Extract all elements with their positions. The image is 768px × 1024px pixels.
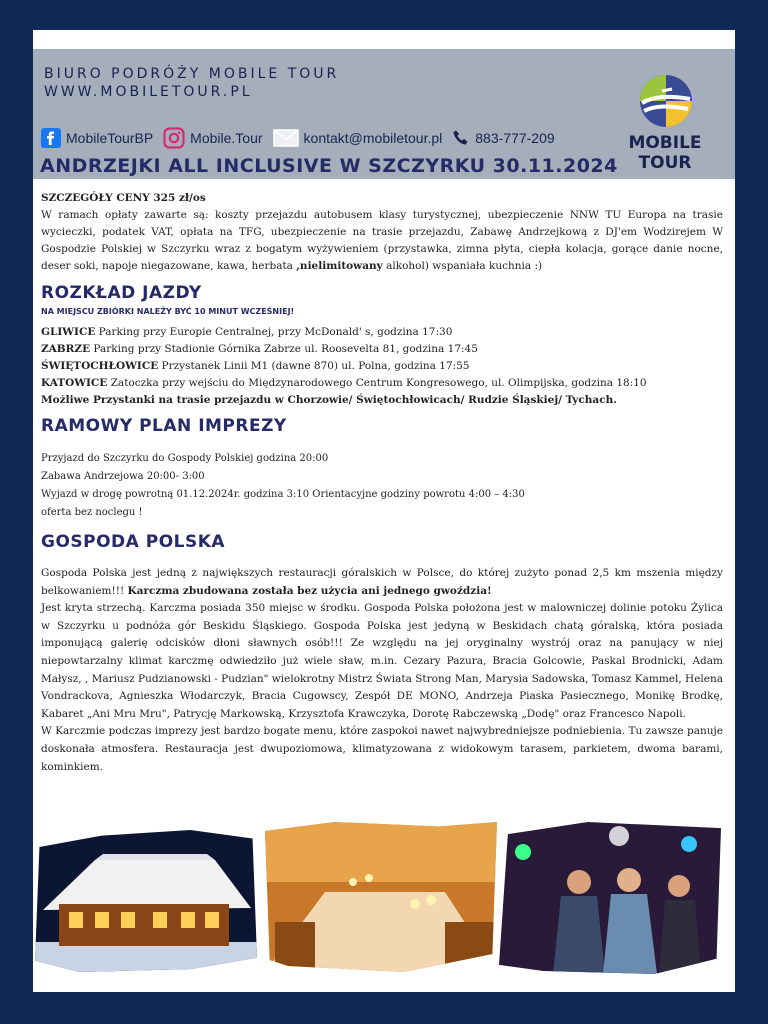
mail-icon — [273, 129, 299, 147]
stop-city: GLIWICE — [41, 326, 96, 338]
instagram-icon — [163, 127, 185, 149]
gospoda-section — [41, 565, 723, 776]
agency-website[interactable]: WWW.MOBILETOUR.PL — [44, 84, 253, 100]
schedule-extra: Możliwe Przystanki na trasie przejazdu w Chorzowie/ Świętochłowicach/ Rudzie Śląskiej/ Tychach. — [41, 394, 617, 406]
phone-label: 883-777-209 — [475, 130, 555, 146]
price-text-end: alkohol) wspaniała kuchnia :) — [382, 260, 543, 272]
facebook-label: MobileTourBP — [66, 130, 154, 146]
stop-city: ŚWIĘTOCHŁOWICE — [41, 360, 159, 372]
plan-line: Zabawa Andrzejowa 20:00- 3:00 — [41, 471, 205, 482]
agency-line-1: BIURO PODRÓŻY MOBILE TOUR — [44, 66, 340, 82]
schedule-note: NA MIEJSCU ZBIÓRKI NALEŻY BYĆ 10 MINUT WCZEŚNIEJ! — [41, 307, 295, 316]
logo-text: MOBILE TOUR — [628, 133, 702, 173]
plan-line: Wyjazd w drogę powrotną 01.12.2024r. godzina 3:10 Orientacyjne godziny powrotu 4:00 – 4:30 — [41, 489, 525, 500]
schedule-stop — [41, 375, 731, 392]
plan-list — [41, 450, 525, 522]
gospoda-paragraph-3: W Karczmie podczas imprezy jest bardzo bogate menu, które zaspokoi nawet najwybredniejsze podniebienia. Tu zawsze panuje doskonała atmosfera. Restauracja jest dwupoziomowa, klimatyzowana z widokowym tarasem, parkietem, dwoma barami, kominkiem. — [41, 725, 723, 773]
email-label: kontakt@mobiletour.pl — [303, 130, 443, 146]
phone-icon — [452, 129, 470, 147]
photo-restaurant-exterior — [35, 830, 257, 972]
facebook-link[interactable] — [41, 128, 153, 148]
schedule-stop — [41, 341, 731, 358]
instagram-link[interactable] — [163, 127, 262, 149]
contact-bar — [41, 127, 565, 149]
mobile-tour-logo — [600, 73, 730, 173]
gospoda-paragraph-2: Jest kryta strzechą. Karczma posiada 350 miejsc w środku. Gospoda Polska położona jest w malowniczej dolinie potoku Żylica w Szczyrku u podnóża gór Beskidu Śląskiego. Gospoda Polska jest jedyną w Beskidach chatą góralską, która posiada imponującą galerię odcisków dłoni sławnych osób!!! Ze względu na jej oryginalny wystrój oraz na panujący w niej niepowtarzalny klimat karczmę odwiedziło już wiele sław, m.in. Cezary Pazura, Bracia Golcowie, Paskal Brodnicki, Adam Małysz, , Mariusz Pudzianowski - Pudzian" wielokrotny Mistrz Świata Strong Man, Marysia Sadowska, Tomasz Kammel, Helena Vondrackova, Agnieszka Włodarczyk, Bracia Cugowscy, Zespół DE MONO, Andrzeja Piaska Pasiecznego, Monikę Brodkę, Kabaret „Ani Mru Mru", Patrycję Markowską, Krzysztofa Krawczyka, Dorotę Rabczewską „Dodę" oraz Francesco Napoli. — [41, 602, 723, 720]
price-text-bold: ,nielimitowany — [296, 260, 383, 272]
plan-line: Przyjazd do Szczyrku do Gospody Polskiej godzina 20:00 — [41, 453, 329, 464]
stop-details: Parking przy Stadionie Górnika Zabrze ul. Roosevelta 81, godzina 17:45 — [90, 343, 478, 355]
photo-party — [499, 822, 721, 974]
schedule-list — [41, 324, 731, 409]
logo-icon — [600, 73, 730, 133]
gospoda-text: Gospoda Polska jest jedną z największych restauracji góralskich w Polsce, do której zużyto ponad 2,5 km mszenia między belkowaniem!!! — [41, 567, 723, 597]
price-details — [41, 207, 723, 275]
phone-link[interactable] — [452, 129, 554, 147]
price-section — [41, 190, 723, 275]
schedule-heading: ROZKŁAD JAZDY — [41, 283, 202, 303]
page-title: ANDRZEJKI ALL INCLUSIVE W SZCZYRKU 30.11.2024 — [40, 155, 618, 177]
gospoda-text-bold: Karczma zbudowana została bez użycia ani jednego gwoździa! — [127, 584, 492, 597]
schedule-stop — [41, 358, 731, 375]
flyer-page — [33, 30, 735, 992]
stop-details: Zatoczka przy wejściu do Międzynarodowego Centrum Kongresowego, ul. Olimpijska, godzina 18:10 — [107, 377, 647, 389]
stop-details: Przystanek Linii M1 (dawne 870) ul. Polna, godzina 17:55 — [158, 360, 470, 372]
email-link[interactable] — [273, 129, 443, 147]
price-heading: SZCZEGÓŁY CENY 325 zł/os — [41, 192, 206, 204]
stop-city: ZABRZE — [41, 343, 91, 355]
stop-details: Parking przy Europie Centralnej, przy McDonald' s, godzina 17:30 — [95, 326, 453, 338]
facebook-icon — [41, 128, 61, 148]
stop-city: KATOWICE — [41, 377, 108, 389]
price-text: W ramach opłaty zawarte są: koszty przejazdu autobusem klasy turystycznej, ubezpieczenie NNW TU Europa na trasie wycieczki, podatek VAT, opłata na TFG, ubezpieczenie na trasie przejazdu, Zabawę Andrzejkową z DJ'em Wodzirejem W Gospodzie Polskiej w Szczyrku wraz z bogatym wyżywieniem (przystawka, zimna płyta, ciepła kolacja, gorące danie nocne, deser soki, napoje niegazowane, kawa, herbata — [41, 209, 723, 272]
schedule-stop — [41, 324, 731, 341]
plan-line: oferta bez noclegu ! — [41, 507, 143, 518]
gospoda-heading: GOSPODA POLSKA — [41, 532, 226, 552]
instagram-label: Mobile.Tour — [190, 130, 263, 146]
agency-name — [44, 65, 339, 101]
gospoda-paragraph-1 — [41, 565, 723, 600]
plan-heading: RAMOWY PLAN IMPREZY — [41, 416, 287, 436]
photo-strip — [33, 822, 735, 982]
photo-restaurant-interior — [265, 822, 497, 972]
